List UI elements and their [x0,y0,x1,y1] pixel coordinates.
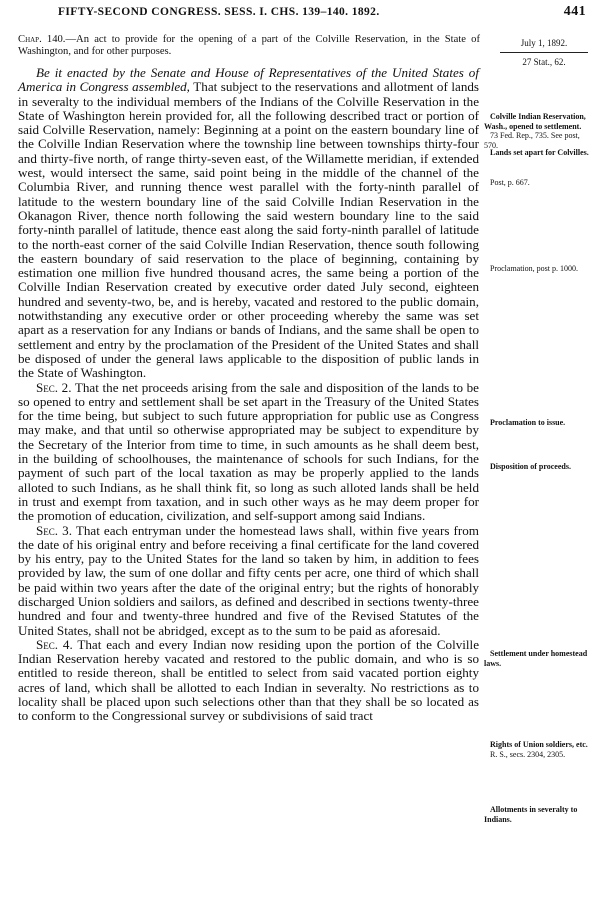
enacting-clause: Be it enacted by the Senate and House of Representatives of the United States of America in Congress assembled, [18,65,479,95]
section-3-label: Sec. 3. [36,522,72,538]
margin-note-opened: Colville Indian Reservation, Wash., opened to settlement. 73 Fed. Rep., 735. See post, 570. [484,112,586,150]
section-4 [18,638,479,724]
chapter-description: —An act to provide for the opening of a part of the Colville Reservation, in the State of Washington, and for other purposes. [18,34,480,57]
date-rule [500,52,588,53]
section-3-text: That each entryman under the homestead laws shall, within five years from the date of his original entry and before receiving a final certificate for the land covered by his entry, pay to the United States for the land so taken by him, in addition to fees provided by law, the sum of one dollar and fifty cents per acre, one third of which shall be paid within two years after the date of the original entry; but the rights of honorably discharged Union soldiers and sailors, as defined and described in sections twenty-three hundred and four and twenty-three hundred and five of the Revised Statutes of the United States, shall not be abridged, except as to the sum to be paid as aforesaid. [18,522,479,638]
margin-note-proclamation-post: Proclamation, post p. 1000. [490,264,578,273]
chapter-title [18,34,480,57]
chapter-label: Chap. 140. [18,34,66,45]
section-3 [18,524,479,638]
chapter-date-box [496,36,592,69]
section-1 [18,66,479,381]
section-4-text: That each and every Indian now residing upon the portion of the Colville Indian Reservation hereby vacated and restored to the public domain, and who is so entitled to reside thereon, shall be entitled to select from said vacated portion eighty acres of land, which shall be allotted to each Indian in severalty. No restrictions as to locality shall be placed upon such selections other than that they shall be so located as to conform to the Congressional survey or subdivisions of said tract [18,636,480,724]
section-2-label: Sec. 2. [36,379,72,395]
act-body [18,66,479,724]
page-number: 441 [563,4,586,19]
section-2 [18,381,479,524]
section-1-text: That subject to the reservations and allotment of lands in severalty to the individual members of the Indians of the Colville Reservation in the State of Washington herein provided for, all the following described tract or portion of said Colville Reservation, namely: Beginning at a point on the eastern boundary line of the Colville Indian Reservation where the township line between townships thirty-four and thirty-five north, of range thirty-seven east, of the Willamette meridian, if extended west, would intersect the same, said point being in the middle of the channel of the Columbia River, and running thence west parallel with the forty-ninth parallel of latitude to the western boundary line of the said Colville Indian Reservation in the Okanagon River, thence north following the said western boundary line to the said forty-ninth parallel of latitude, thence east along the said forty-ninth parallel of latitude to the north-east corner of the said Colville Indian Reservation, thence south following the eastern boundary of said reservation to the place of beginning, containing by estimation one million five hundred thousand acres, the same being a portion of the Colville Indian Reservation created by executive order dated July second, eighteen hundred and seventy-two, be, and is hereby, vacated and restored to the public domain, notwithstanding any executive order or other proceeding whereby the same was set apart as a reservation for any Indians or bands of Indians, and the same shall be open to settlement and entry by the proclamation of the President of the United States and shall be disposed of under the general laws applicable to the disposition of public lands in the State of Washington. [18,79,480,381]
margin-note-disposition: Disposition of proceeds. [490,462,571,471]
section-2-text: That the net proceeds arising from the sale and disposition of the lands to be so opened to entry and settlement shall be set apart in the Treasury of the United States for the time being, but subject to such future appropriation for public use as Congress may make, and that until so otherwise appropriated may be subject to expenditure by the Secretary of the Interior from time to time, in such amounts as he shall deem best, in the building of schoolhouses, the maintenance of schools for such Indians, for the payment of such part of the local taxation as may be properly applied to the lands alloted to such Indians, as he shall think fit, so long as such alloted lands shall be held in trust and exempt from taxation, and in such other ways as he may deem proper for the promotion of education, civilization, and self-support among said Indians. [18,379,479,524]
margin-note-homestead: Settlement under homestead laws. [484,649,588,668]
statute-reference: 27 Stat., 62. [522,57,566,67]
header-title: FIFTY-SECOND CONGRESS. SESS. I. CHS. 139–140. 1892. [58,6,380,18]
margin-note-proclamation-issue: Proclamation to issue. [490,418,566,427]
section-4-label: Sec. 4. [36,636,73,652]
margin-note-post-667: Post, p. 667. [490,178,530,187]
margin-note-allotments: Allotments in severalty to Indians. [484,805,578,824]
margin-note-lands: Lands set apart for Colvilles. [490,148,589,157]
margin-note-union-soldiers: Rights of Union soldiers, etc. R. S., secs. 2304, 2305. [490,740,588,759]
running-header [18,4,590,20]
chapter-date: July 1, 1892. [520,38,568,48]
